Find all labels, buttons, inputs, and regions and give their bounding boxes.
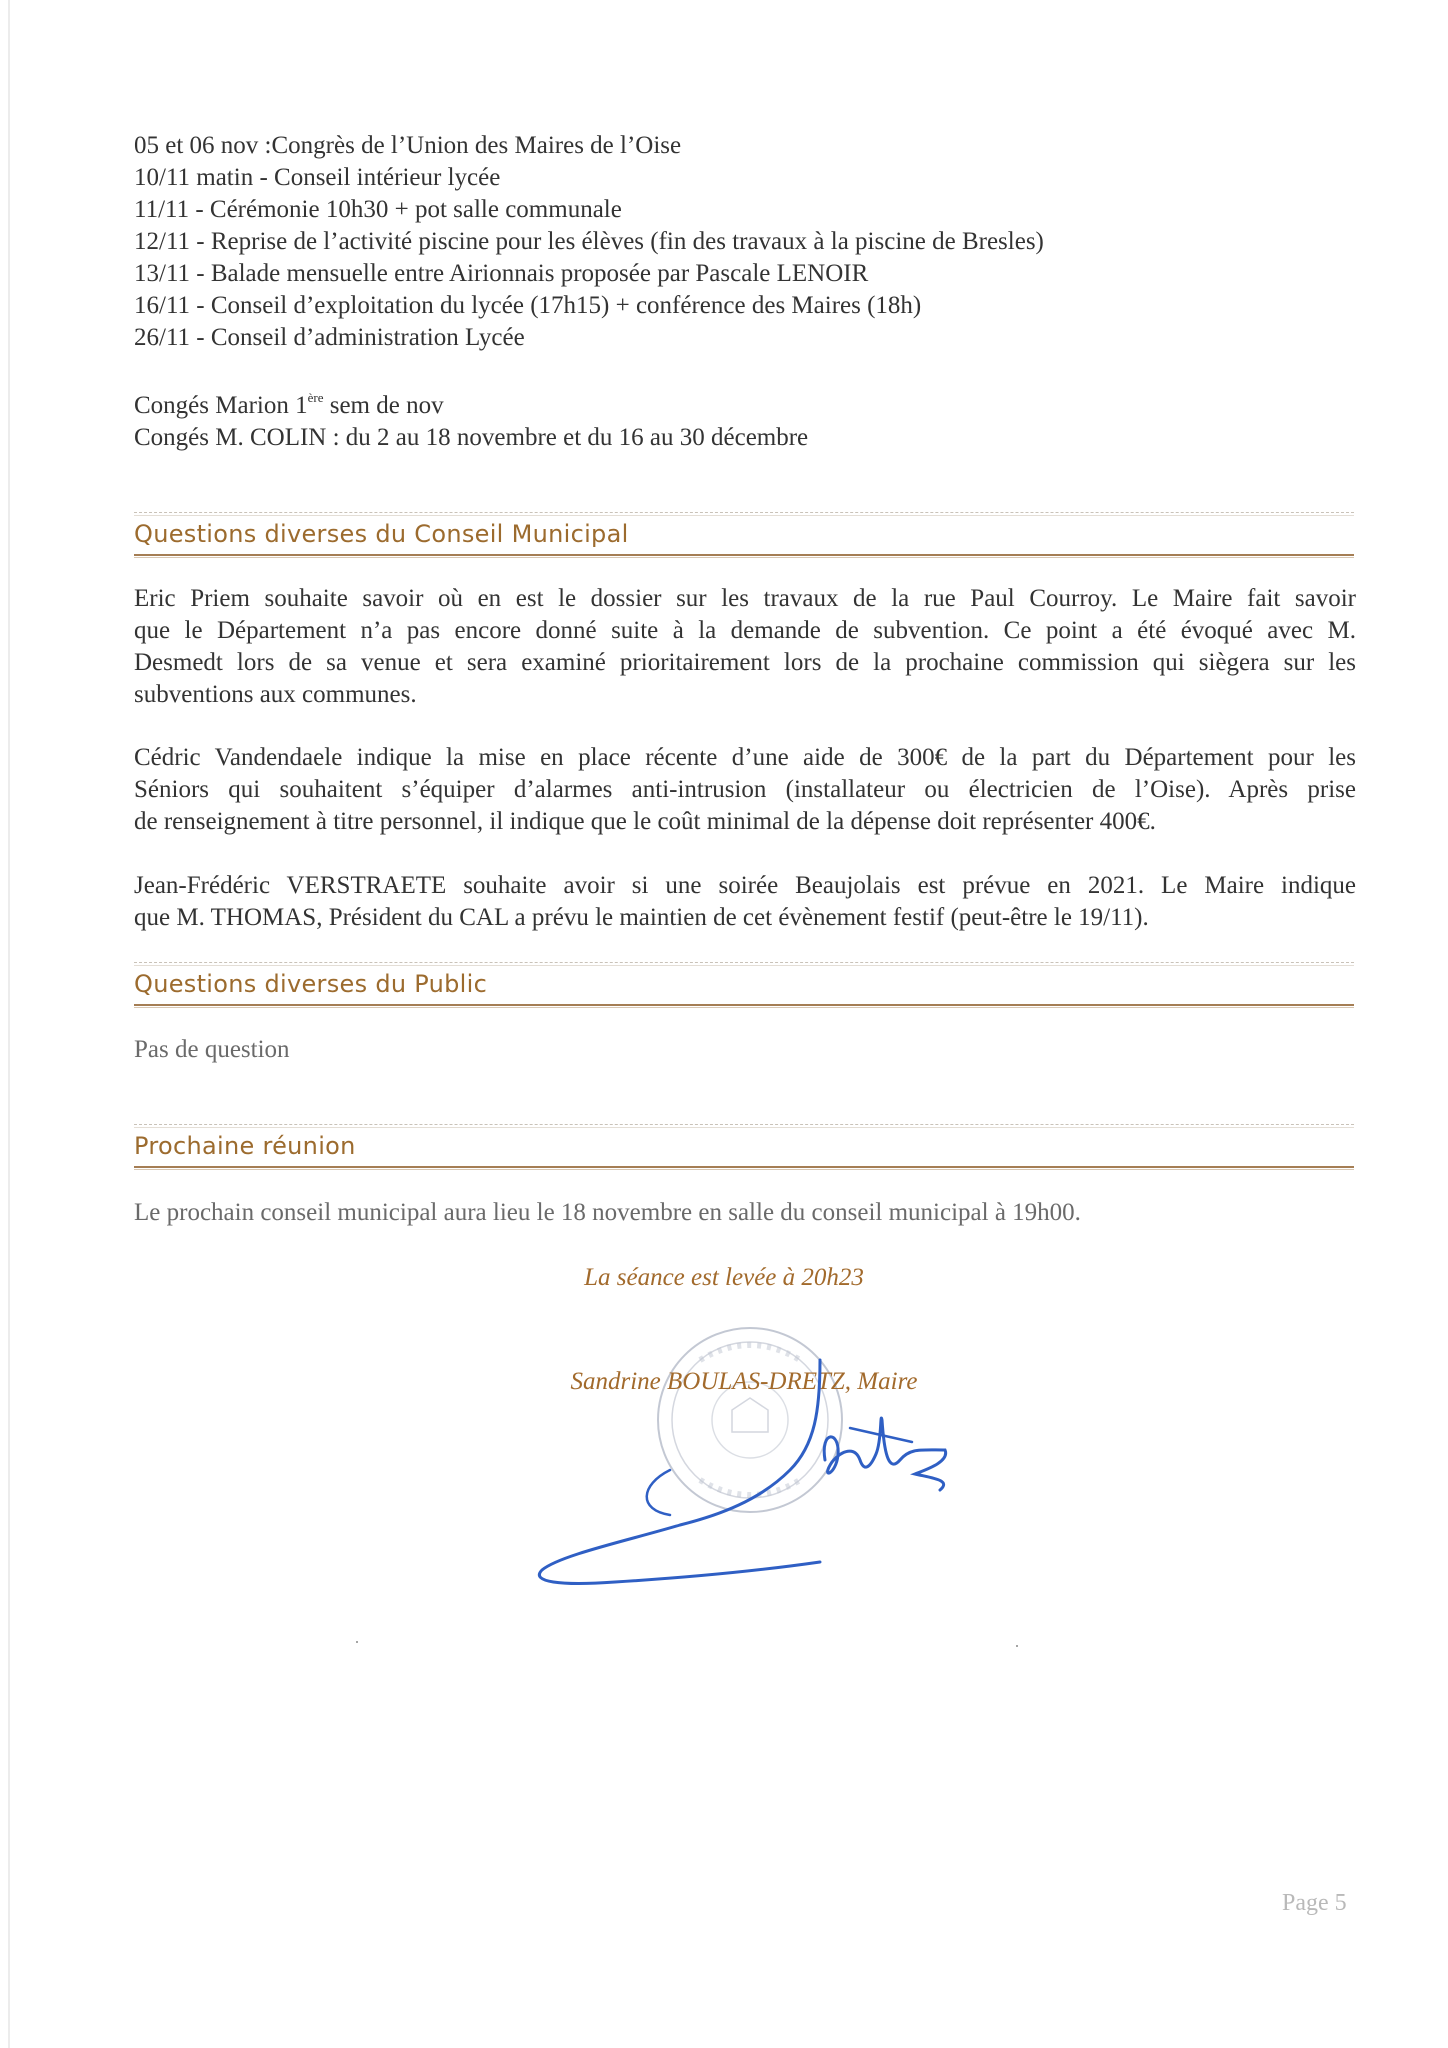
conges-colin: Congés M. COLIN : du 2 au 18 novembre et du 16 au 30 décembre: [134, 424, 809, 451]
paragraph-line: Séniors qui souhaitent s’équiper d’alarmes anti-intrusion (installateur ou électricien de l’Oise). Après prise: [134, 776, 1356, 803]
section-header-public: [134, 962, 1354, 1008]
paragraph-line: Cédric Vandendaele indique la mise en place récente d’une aide de 300€ de la part du Département pour les: [134, 744, 1356, 771]
section-rule-top-secondary: [134, 515, 1354, 516]
section-header-conseil: [134, 512, 1354, 558]
paragraph-line: Pas de question: [134, 1036, 290, 1063]
paragraph-line: Desmedt lors de sa venue et sera examiné prioritairement lors de la prochaine commission qui siègera sur les: [134, 649, 1356, 676]
agenda-item: 13/11 - Balade mensuelle entre Airionnais proposée par Pascale LENOIR: [134, 260, 869, 287]
agenda-item: 05 et 06 nov :Congrès de l’Union des Maires de l’Oise: [134, 132, 682, 159]
page-number: Page 5: [1282, 1890, 1347, 1916]
reunion-paragraph: [134, 1197, 1356, 1229]
paragraph-line: subventions aux communes.: [134, 681, 417, 708]
scan-edge: [8, 0, 10, 2048]
conges-marion: [134, 390, 1334, 422]
agenda-list: [134, 130, 1334, 354]
section-rule-top-secondary: [134, 1127, 1354, 1128]
agenda-item: 11/11 - Cérémonie 10h30 + pot salle communale: [134, 196, 622, 223]
public-paragraph: [134, 1034, 1356, 1066]
conges-marion-text: Congés Marion 1: [134, 392, 308, 419]
conseil-paragraph-vandendaele: [134, 742, 1356, 838]
conseil-paragraph-verstraete: [134, 870, 1356, 934]
conges-list: [134, 390, 1334, 454]
section-rule-top: [134, 962, 1354, 963]
handwritten-signature: [520, 1350, 970, 1600]
conges-marion-rest: sem de nov: [323, 392, 444, 419]
section-rule-bottom-secondary: [134, 557, 1354, 558]
signatory-name: Sandrine BOULAS-DRETZ, Maire: [570, 1368, 918, 1395]
seance-closing-text: La séance est levée à 20h23: [584, 1264, 864, 1291]
agenda-item: 16/11 - Conseil d’exploitation du lycée (17h15) + conférence des Maires (18h): [134, 292, 922, 319]
agenda-item: 12/11 - Reprise de l’activité piscine pour les élèves (fin des travaux à la piscine de Bresles): [134, 228, 1044, 255]
conseil-paragraph-priem: [134, 583, 1356, 711]
paragraph-line: de renseignement à titre personnel, il indique que le coût minimal de la dépense doit représenter 400€.: [134, 808, 1156, 835]
section-title-reunion: Prochaine réunion: [134, 1132, 356, 1160]
agenda-item: 26/11 - Conseil d’administration Lycée: [134, 324, 525, 351]
paragraph-line: que M. THOMAS, Président du CAL a prévu le maintien de cet évènement festif (peut-être le 19/11).: [134, 904, 1149, 931]
section-title-conseil: Questions diverses du Conseil Municipal: [134, 520, 629, 548]
superscript-ere: ère: [307, 390, 324, 405]
section-rule-bottom: [134, 1166, 1354, 1168]
section-rule-bottom: [134, 554, 1354, 556]
section-rule-bottom-secondary: [134, 1007, 1354, 1008]
paragraph-line: Jean-Frédéric VERSTRAETE souhaite avoir si une soirée Beaujolais est prévue en 2021. Le Maire indique: [134, 872, 1356, 899]
agenda-item: 10/11 matin - Conseil intérieur lycée: [134, 164, 501, 191]
section-rule-top-secondary: [134, 965, 1354, 966]
paragraph-line: Eric Priem souhaite savoir où en est le dossier sur les travaux de la rue Paul Courroy. Le Maire fait savoir: [134, 585, 1356, 612]
section-title-public: Questions diverses du Public: [134, 970, 488, 998]
section-header-reunion: [134, 1124, 1354, 1170]
paragraph-line: Le prochain conseil municipal aura lieu le 18 novembre en salle du conseil municipal à 19h00.: [134, 1199, 1081, 1226]
section-rule-top: [134, 1124, 1354, 1125]
section-rule-top: [134, 512, 1354, 513]
section-rule-bottom-secondary: [134, 1169, 1354, 1170]
section-rule-bottom: [134, 1004, 1354, 1006]
paragraph-line: que le Département n’a pas encore donné suite à la demande de subvention. Ce point a été évoqué avec M.: [134, 617, 1356, 644]
scan-speck: [356, 1641, 358, 1643]
scan-speck: [1016, 1645, 1018, 1647]
